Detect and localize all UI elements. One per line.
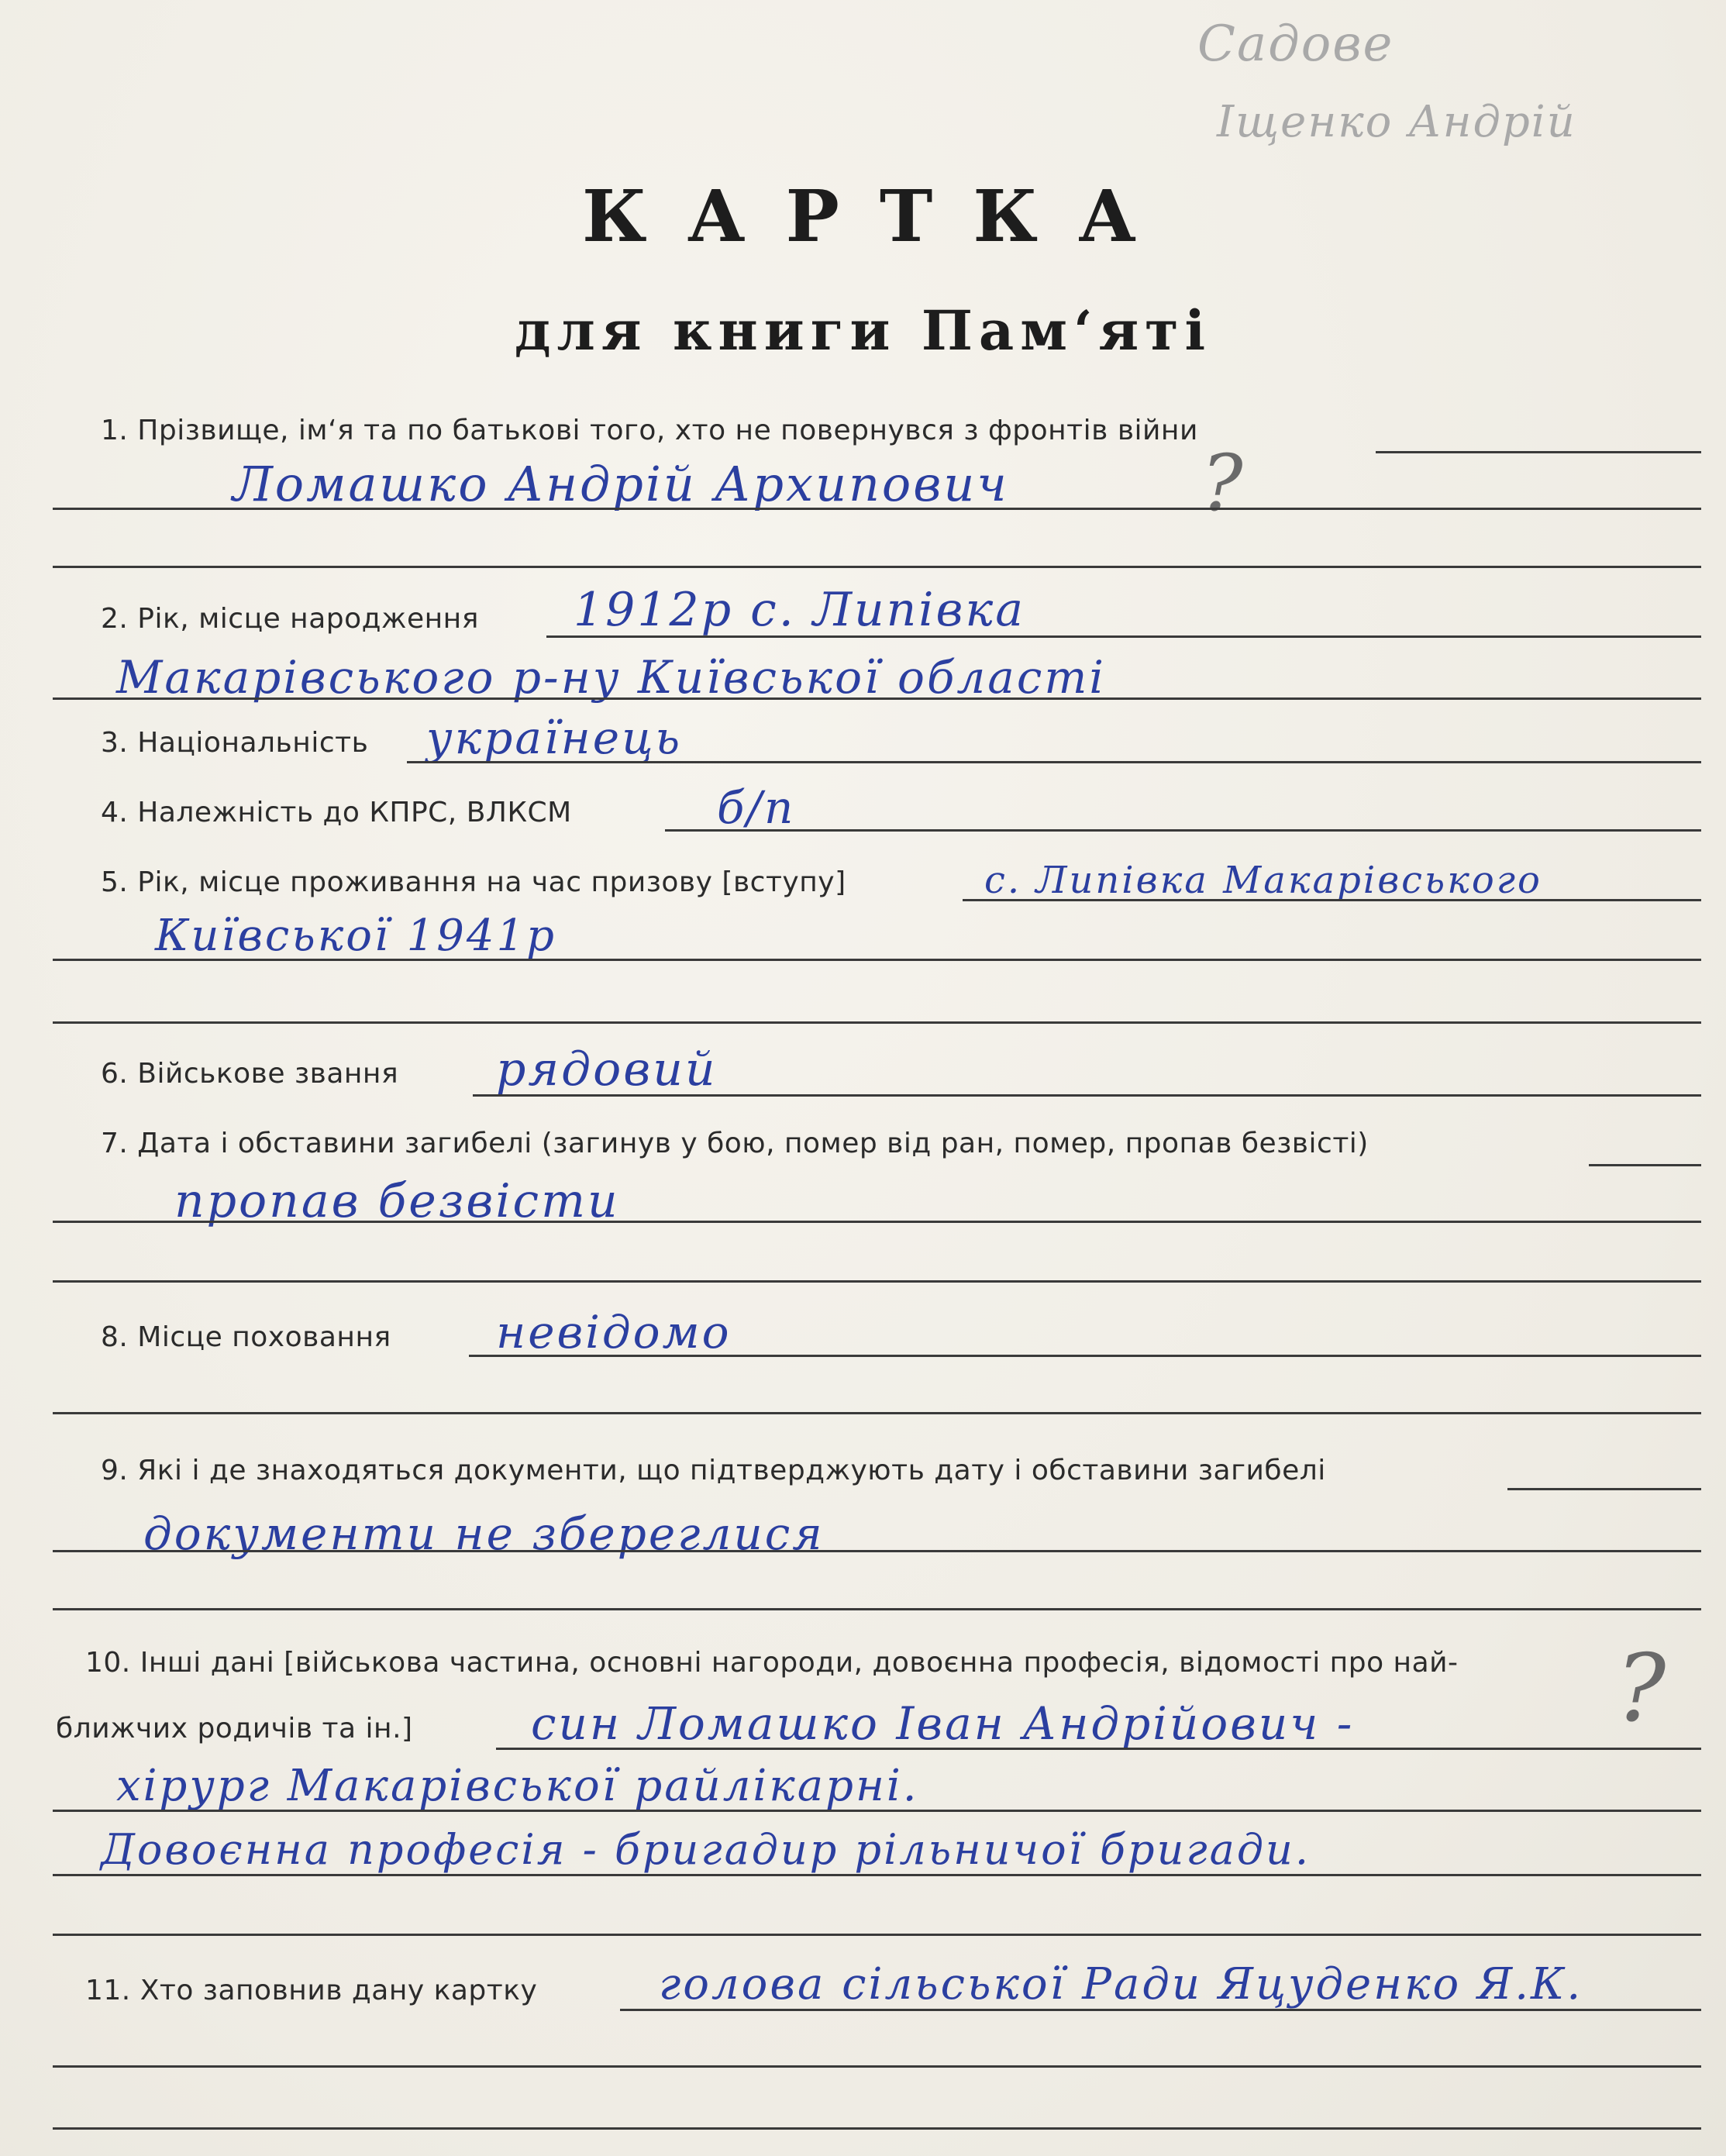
answer-11-filled-by: голова сільської Ради Яцуденко Я.К. — [659, 1959, 1583, 2010]
answer-5-region-year: Київської 1941р — [155, 911, 556, 961]
answer-10-profession: Довоєнна професія - бригадир рільничої бригади. — [101, 1825, 1311, 1874]
answer-line — [53, 1874, 1701, 1876]
question-10-line-1: 10. Інші дані [військова частина, основні нагороди, довоєнна професія, відомості про най- — [85, 1647, 1459, 1679]
answer-line — [53, 1280, 1701, 1283]
answer-4-party: б/п — [717, 781, 796, 834]
answer-line — [1376, 451, 1701, 453]
answer-2-region: Макарівського р-ну Київської області — [116, 651, 1106, 704]
corner-note-name: Іщенко Андрій — [1217, 97, 1576, 147]
answer-line — [620, 2009, 1701, 2011]
answer-line — [1507, 1488, 1701, 1490]
answer-line — [53, 1810, 1701, 1812]
answer-line — [665, 829, 1701, 832]
question-4: 4. Належність до КПРС, ВЛКСМ — [101, 797, 572, 828]
question-7: 7. Дата і обставини загибелі (загинув у бою, помер від ран, помер, пропав безвісті) — [101, 1128, 1369, 1159]
answer-line — [53, 508, 1701, 510]
answer-line — [53, 959, 1701, 961]
answer-2-year-place: 1912р с. Липівка — [574, 583, 1025, 637]
question-1: 1. Прізвище, ім‘я та по батькові того, хто не повернувся з фронтів війни — [101, 415, 1198, 446]
question-2: 2. Рік, місце народження — [101, 603, 479, 635]
answer-line — [469, 1355, 1701, 1357]
answer-line — [963, 899, 1701, 901]
answer-line — [53, 566, 1701, 568]
answer-3-nationality: українець — [426, 711, 683, 764]
question-6: 6. Військове звання — [101, 1058, 399, 1090]
answer-6-rank: рядовий — [496, 1042, 718, 1097]
card-subtitle: для книги Пам‘яті — [514, 298, 1212, 363]
question-5: 5. Рік, місце проживання на час призову [вступу] — [101, 866, 846, 898]
question-11: 11. Хто заповнив дану картку — [85, 1975, 538, 2006]
answer-line — [473, 1094, 1701, 1097]
answer-line — [53, 1934, 1701, 1936]
answer-8-burial: невідомо — [496, 1306, 732, 1359]
question-10-line-2: ближчих родичів та ін.] — [56, 1713, 413, 1744]
answer-line — [1589, 1164, 1701, 1166]
question-mark-1: ? — [1201, 438, 1243, 529]
answer-line — [496, 1748, 1701, 1750]
answer-5-place: с. Липівка Макарівського — [984, 859, 1542, 902]
question-mark-2: ? — [1616, 1635, 1666, 1743]
question-9: 9. Які і де знаходяться документи, що підтверджують дату і обставини загибелі — [101, 1455, 1326, 1486]
answer-line — [53, 1412, 1701, 1414]
answer-7-circumstances: пропав безвісти — [174, 1174, 620, 1228]
answer-line — [53, 697, 1701, 700]
answer-10-relative: син Ломашко Іван Андрійович - — [531, 1697, 1355, 1750]
answer-10-workplace: хірург Макарівської райлікарні. — [116, 1761, 919, 1811]
answer-line — [53, 1608, 1701, 1610]
answer-line — [53, 1550, 1701, 1552]
answer-line — [53, 1221, 1701, 1223]
answer-line — [407, 761, 1701, 763]
card-title: К А Р Т К А — [581, 174, 1145, 258]
corner-note-village: Садове — [1197, 15, 1394, 73]
answer-line — [546, 635, 1701, 638]
question-3: 3. Національність — [101, 727, 369, 759]
answer-9-documents: документи не збереглися — [143, 1507, 825, 1560]
answer-line — [53, 1021, 1701, 1024]
answer-1-name: Ломашко Андрій Архипович — [233, 456, 1009, 512]
answer-line — [53, 2127, 1701, 2130]
question-8: 8. Місце поховання — [101, 1321, 391, 1353]
answer-line — [53, 2065, 1701, 2068]
